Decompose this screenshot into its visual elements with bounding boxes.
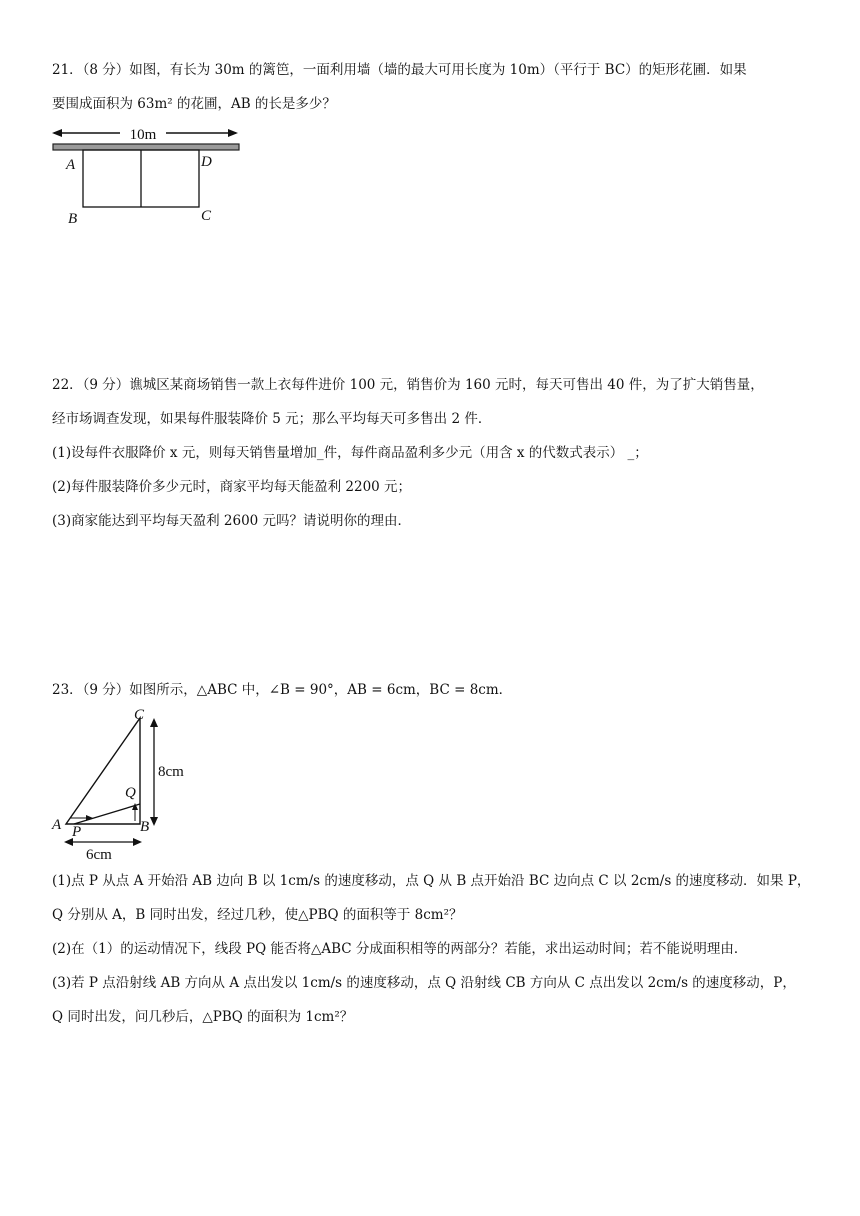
q22-part3: (3)商家能达到平均每天盈利 2600 元吗？请说明你的理由． <box>52 513 412 529</box>
bc-arrow-bottom <box>150 817 158 826</box>
point-C-label: C <box>134 707 145 723</box>
ab-arrow-right <box>133 838 142 846</box>
q23-text-line1: 23．（9 分）如图所示，△ABC 中，∠B = 90°，AB = 6cm，BC = 8cm． <box>52 682 513 698</box>
point-B-label: B <box>140 819 150 835</box>
point-A-label: A <box>52 817 62 833</box>
q23-part1-line1: (1)点 P 从点 A 开始沿 AB 边向 B 以 1cm/s 的速度移动，点 Q 从 B 点开始沿 BC 边向点 C 以 2cm/s 的速度移动．如果 P， <box>52 873 811 889</box>
ab-length-label: 6cm <box>86 847 112 863</box>
q23-part1-line2: Q 分别从 A，B 同时出发，经过几秒，使△PBQ 的面积等于 8cm²？ <box>52 907 463 923</box>
point-C-label: C <box>201 208 212 224</box>
q22-part2: (2)每件服装降价多少元时，商家平均每天能盈利 2200 元； <box>52 479 412 495</box>
q22-text-line1: 22．（9 分）谯城区某商场销售一款上衣每件进价 100 元，销售价为 160 元时，每天可售出 40 件，为了扩大销售量， <box>52 377 764 393</box>
q21-text-line1: 21．（8 分）如图，有长为 30m 的篱笆，一面利用墙（墙的最大可用长度为 10m）（平行于 BC）的矩形花圃．如果 <box>52 62 747 78</box>
segment-PQ <box>74 804 140 824</box>
p-arrow-head <box>86 815 93 821</box>
garden-figure <box>50 124 246 228</box>
wall-length-label: 10m <box>129 127 157 143</box>
q23-part3-line1: (3)若 P 点沿射线 AB 方向从 A 点出发以 1cm/s 的速度移动，点 Q 沿射线 CB 方向从 C 点出发以 2cm/s 的速度移动，P， <box>52 975 796 991</box>
point-Q-label: Q <box>125 785 136 801</box>
wall <box>53 144 239 150</box>
q23-part2: (2)在（1）的运动情况下，线段 PQ 能否将△ABC 分成面积相等的两部分？若能，求出运动时间；若不能说明理由． <box>52 941 748 957</box>
arrow-head-right <box>228 129 238 137</box>
q22-text-line2: 经市场调查发现，如果每件服装降价 5 元；那么平均每天可多售出 2 件． <box>52 411 492 427</box>
q23-part3-line2: Q 同时出发，问几秒后，△PBQ 的面积为 1cm²？ <box>52 1009 354 1025</box>
triangle-figure <box>50 704 200 864</box>
point-A-label: A <box>66 157 76 173</box>
q21-text-line2: 要围成面积为 63m² 的花圃，AB 的长是多少？ <box>52 96 336 112</box>
triangle-ABC <box>66 718 140 824</box>
bc-length-label: 8cm <box>158 764 184 780</box>
bc-arrow-top <box>150 718 158 727</box>
point-D-label: D <box>201 154 212 170</box>
arrow-head-left <box>52 129 62 137</box>
q22-part1: (1)设每件衣服降价 x 元，则每天销售量增加_件，每件商品盈利多少元（用含 x 的代数式表示） _； <box>52 445 648 461</box>
point-B-label: B <box>68 211 78 227</box>
point-P-label: P <box>72 824 82 840</box>
